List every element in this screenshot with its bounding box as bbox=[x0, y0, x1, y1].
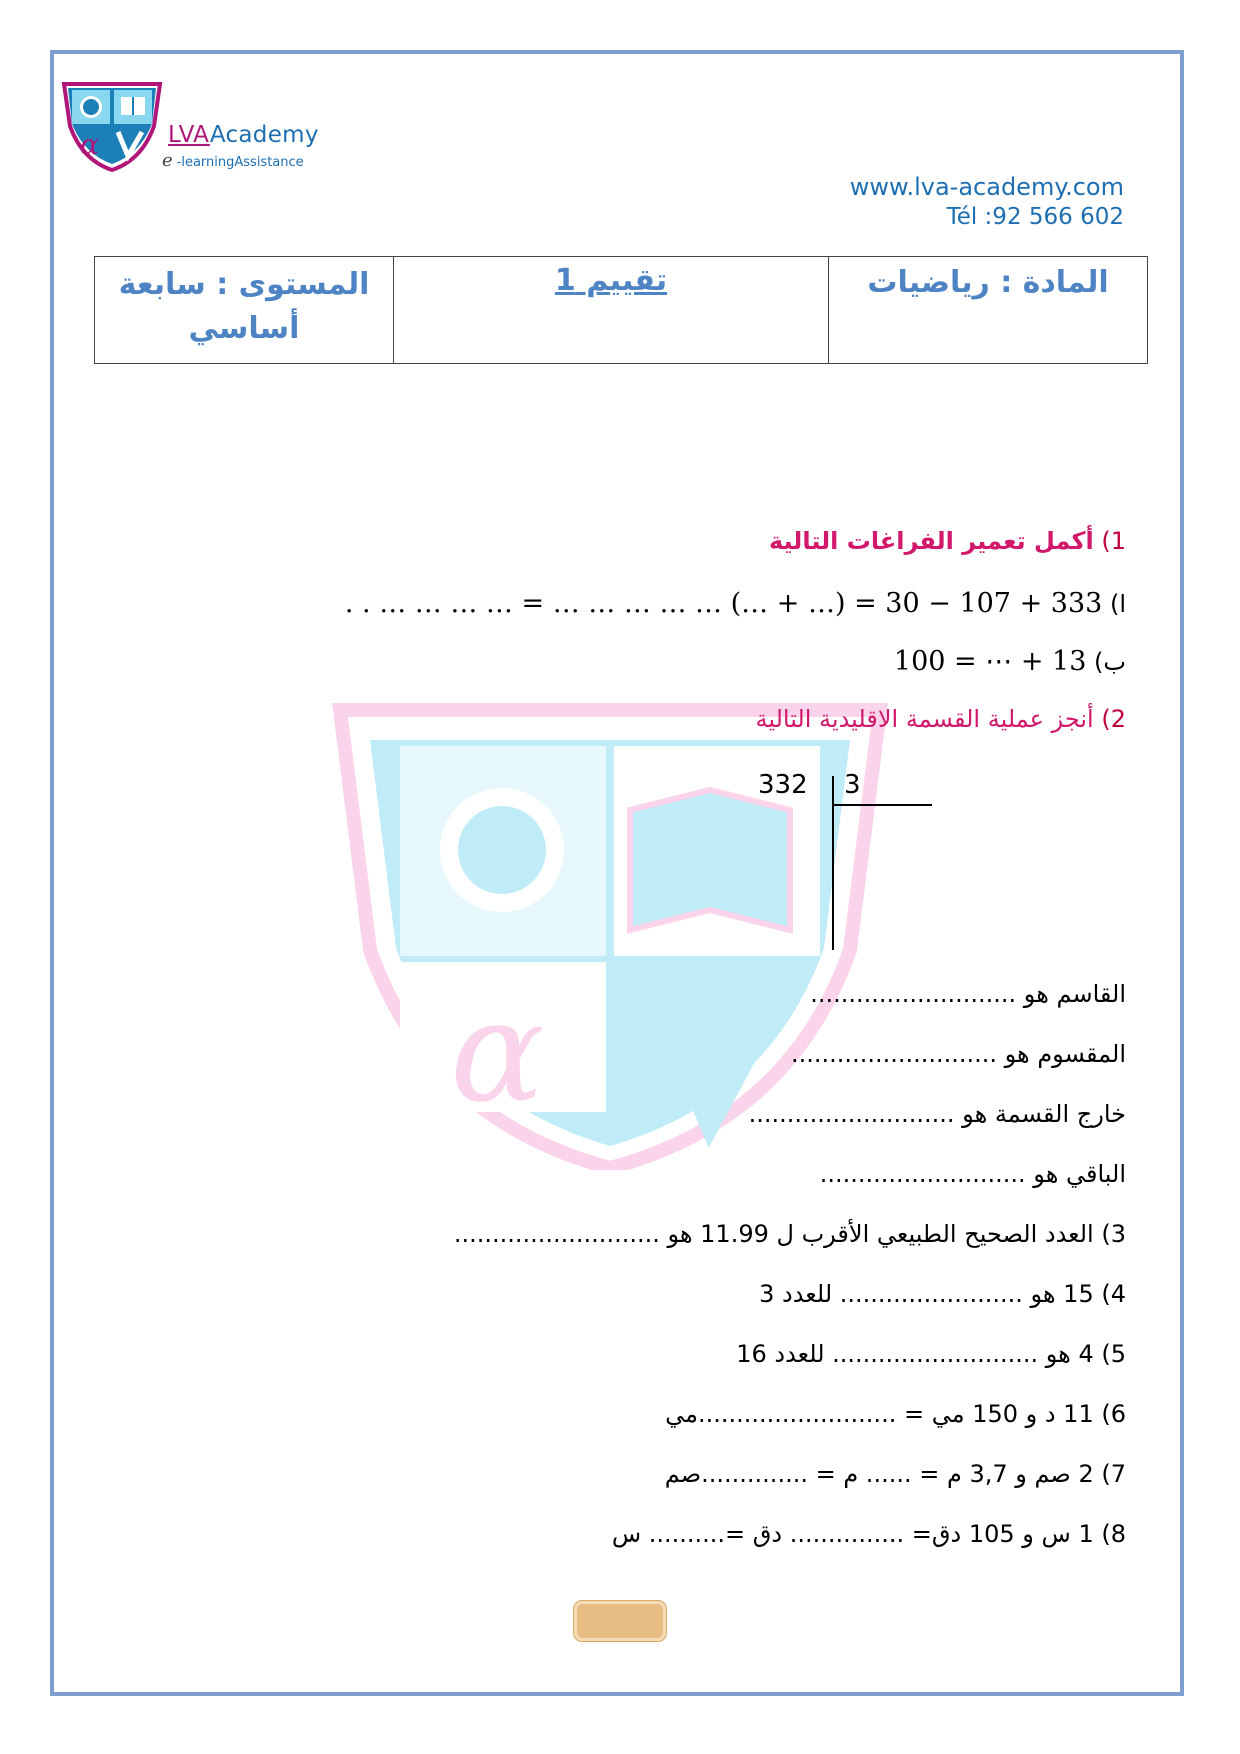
academy-logo-icon bbox=[58, 80, 166, 172]
phone-number: Tél :92 566 602 bbox=[946, 204, 1124, 230]
question-1-header bbox=[769, 527, 1126, 555]
website-link[interactable]: www.lva-academy.com bbox=[849, 173, 1124, 201]
question-2-header bbox=[755, 705, 1126, 733]
division-horizontal-line bbox=[832, 804, 932, 806]
info-table bbox=[94, 256, 1148, 364]
division-vertical-line bbox=[832, 776, 834, 950]
question-8-line[interactable]: 8) 1 س و 105 دق= ............... دق =.......... س bbox=[611, 1520, 1126, 1548]
divisor-answer-line[interactable]: القاسم هو ........................... bbox=[810, 980, 1126, 1008]
quotient-answer-line[interactable]: خارج القسمة هو ........................... bbox=[748, 1100, 1126, 1128]
question-3-line[interactable]: 3) العدد الصحيح الطبيعي الأقرب ل 11.99 هو ........................... bbox=[453, 1220, 1126, 1248]
q1-a-line bbox=[345, 588, 1126, 619]
q2-number: 2) bbox=[1101, 705, 1126, 733]
remainder-answer-line[interactable]: الباقي هو ........................... bbox=[819, 1160, 1126, 1188]
brand-lva: LVA bbox=[168, 122, 210, 148]
title-cell bbox=[394, 257, 829, 364]
long-division bbox=[740, 770, 940, 950]
svg-text:α: α bbox=[80, 128, 99, 161]
level-line-2: أساسي bbox=[188, 311, 300, 346]
level-line-1: المستوى : سابعة bbox=[118, 267, 370, 302]
question-6-line[interactable]: 6) 11 د و 150 مي = ..........................مي bbox=[665, 1400, 1126, 1428]
question-7-line[interactable]: 7) 2 صم و 3,7 م = ...... م = ..............صم bbox=[664, 1460, 1126, 1488]
page-number-badge bbox=[574, 1601, 666, 1641]
q1-title: أكمل تعمير الفراغات التالية bbox=[768, 527, 1094, 555]
q2-title: أنجز عملية القسمة الاقليدية التالية bbox=[755, 705, 1094, 733]
question-5-line[interactable]: 5) 4 هو ........................... للعدد 16 bbox=[736, 1340, 1126, 1368]
brand-academy: Academy bbox=[209, 122, 319, 148]
brand-sub: -learningAssistance bbox=[176, 155, 304, 170]
dividend-answer-line[interactable]: المقسوم هو ........................... bbox=[791, 1040, 1126, 1068]
divisor-value: 3 bbox=[844, 770, 861, 800]
brand-name bbox=[168, 122, 319, 148]
subject-cell: المادة : رياضيات bbox=[829, 257, 1148, 364]
question-4-line[interactable]: 4) 15 هو ........................ للعدد 3 bbox=[759, 1280, 1126, 1308]
brand-e: e bbox=[162, 150, 173, 171]
brand-block bbox=[162, 122, 319, 171]
q1-b-line bbox=[894, 646, 1126, 677]
q1-a-expression: 333 + 107 − 30 = (… + …) … … … … … = … … … … . . bbox=[344, 588, 1103, 619]
q1-b-expression: 13 + ⋯ = 100 bbox=[893, 646, 1087, 677]
dividend-value: 332 bbox=[758, 770, 808, 800]
level-cell bbox=[95, 257, 394, 364]
contact-block bbox=[850, 172, 1124, 232]
brand-tagline bbox=[162, 150, 319, 171]
q1-a-label: ا) bbox=[1109, 590, 1126, 618]
assessment-title: تقييم 1 bbox=[554, 263, 668, 298]
q1-number: 1) bbox=[1101, 527, 1126, 555]
q1-b-label: ب) bbox=[1094, 648, 1126, 676]
svg-text:α: α bbox=[450, 971, 545, 1134]
